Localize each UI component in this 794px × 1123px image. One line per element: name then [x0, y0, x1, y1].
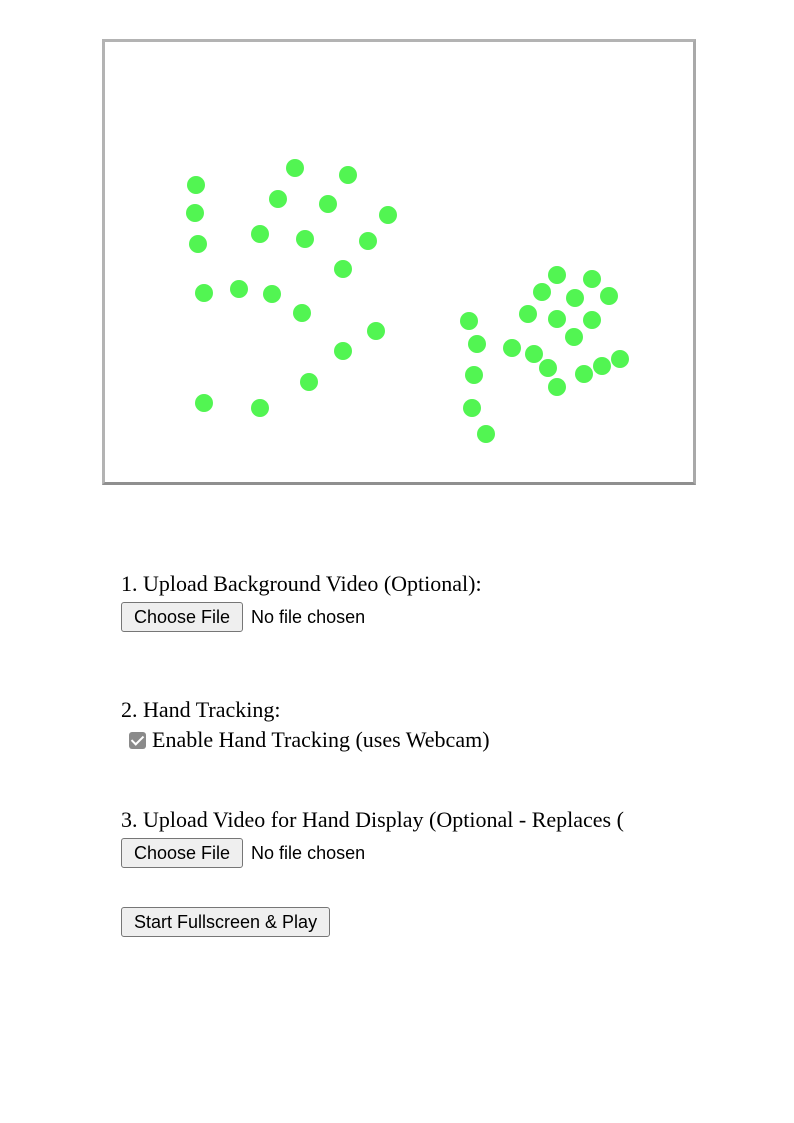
landmark-dot: [296, 230, 314, 248]
landmark-dot: [525, 345, 543, 363]
start-section: [121, 907, 694, 937]
landmark-dot: [263, 285, 281, 303]
landmark-dots: [105, 42, 693, 482]
landmark-dot: [548, 266, 566, 284]
landmark-dot: [548, 378, 566, 396]
landmark-dot: [300, 373, 318, 391]
hand-tracking-label: 2. Hand Tracking:: [121, 697, 281, 722]
landmark-dot: [583, 270, 601, 288]
hand-tracking-section: [121, 697, 694, 753]
landmark-dot: [339, 166, 357, 184]
landmark-dot: [465, 366, 483, 384]
hand-visualization-canvas: [102, 39, 696, 485]
enable-hand-tracking-checkbox[interactable]: [129, 732, 146, 749]
landmark-dot: [611, 350, 629, 368]
landmark-dot: [269, 190, 287, 208]
landmark-dot: [548, 310, 566, 328]
hand-video-label: 3. Upload Video for Hand Display (Optional - Replaces (: [121, 807, 624, 832]
enable-hand-tracking-label: Enable Hand Tracking (uses Webcam): [152, 727, 490, 752]
landmark-dot: [539, 359, 557, 377]
landmark-dot: [533, 283, 551, 301]
landmark-dot: [463, 399, 481, 417]
landmark-dot: [251, 225, 269, 243]
start-fullscreen-play-button[interactable]: Start Fullscreen & Play: [121, 907, 330, 937]
landmark-dot: [186, 204, 204, 222]
background-video-file-input[interactable]: [121, 602, 694, 632]
landmark-dot: [503, 339, 521, 357]
background-video-choose-file-button[interactable]: Choose File: [121, 602, 243, 632]
landmark-dot: [293, 304, 311, 322]
landmark-dot: [319, 195, 337, 213]
landmark-dot: [195, 284, 213, 302]
landmark-dot: [251, 399, 269, 417]
landmark-dot: [195, 394, 213, 412]
background-video-label: 1. Upload Background Video (Optional):: [121, 571, 482, 596]
landmark-dot: [600, 287, 618, 305]
background-video-file-status: No file chosen: [251, 606, 366, 627]
hand-video-section: [121, 807, 694, 868]
landmark-dot: [583, 311, 601, 329]
landmark-dot: [575, 365, 593, 383]
landmark-dot: [566, 289, 584, 307]
landmark-dot: [334, 342, 352, 360]
landmark-dot: [565, 328, 583, 346]
landmark-dot: [189, 235, 207, 253]
landmark-dot: [230, 280, 248, 298]
hand-video-file-input[interactable]: [121, 838, 694, 868]
landmark-dot: [359, 232, 377, 250]
landmark-dot: [367, 322, 385, 340]
landmark-dot: [593, 357, 611, 375]
hand-video-choose-file-button[interactable]: Choose File: [121, 838, 243, 868]
landmark-dot: [468, 335, 486, 353]
landmark-dot: [477, 425, 495, 443]
landmark-dot: [286, 159, 304, 177]
landmark-dot: [187, 176, 205, 194]
landmark-dot: [379, 206, 397, 224]
hand-tracking-toggle[interactable]: [121, 727, 694, 753]
hand-video-file-status: No file chosen: [251, 842, 366, 863]
landmark-dot: [334, 260, 352, 278]
landmark-dot: [519, 305, 537, 323]
background-video-section: [121, 571, 694, 632]
landmark-dot: [460, 312, 478, 330]
